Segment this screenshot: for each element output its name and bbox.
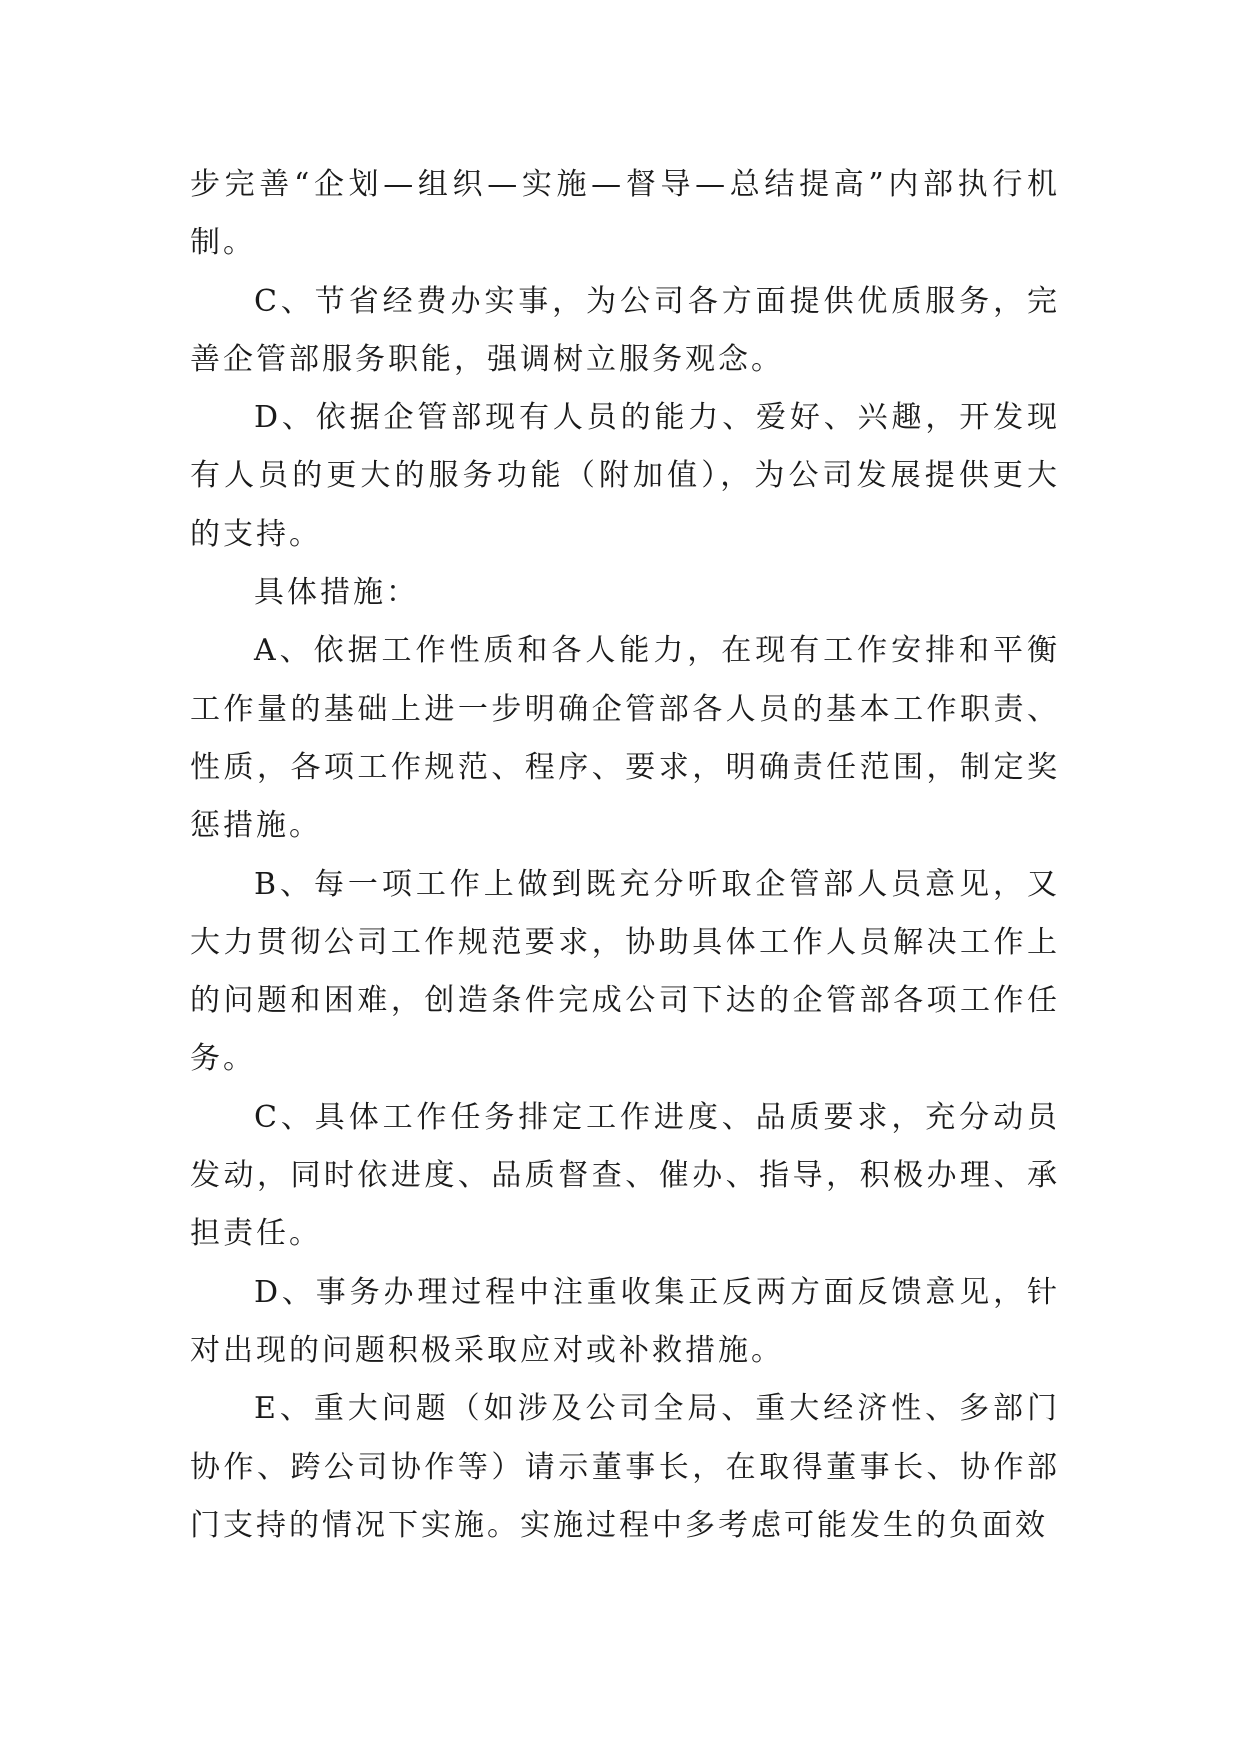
section-heading-measures: 具体措施： xyxy=(254,575,419,611)
measure-item-a: A、依据工作性质和各人能力，在现有工作安排和平衡工作量的基础上进一步明确企管部各人员的基本工作职责、性质，各项工作规范、程序、要求，明确责任范围，制定奖惩措施。 xyxy=(190,633,1060,844)
measure-item-c: C、具体工作任务排定工作进度、品质要求，充分动员发动，同时依进度、品质督查、催办、指导，积极办理、承担责任。 xyxy=(190,1099,1060,1252)
measure-item-b: B、每一项工作上做到既充分听取企管部人员意见，又大力贯彻公司工作规范要求，协助具体工作人员解决工作上的问题和困难，创造条件完成公司下达的企管部各项工作任务。 xyxy=(190,866,1060,1077)
paragraph-item-d: D、依据企管部现有人员的能力、爱好、兴趣，开发现有人员的更大的服务功能（附加值），为公司发展提供更大的支持。 xyxy=(190,400,1060,552)
measure-item-d: D、事务办理过程中注重收集正反两方面反馈意见，针对出现的问题积极采取应对或补救措施。 xyxy=(190,1274,1060,1368)
document-body xyxy=(190,156,1060,1555)
measure-item-e: E、重大问题（如涉及公司全局、重大经济性、多部门协作、跨公司协作等）请示董事长，在取得董事长、协作部门支持的情况下实施。实施过程中多考虑可能发生的负面效 xyxy=(190,1391,1060,1543)
paragraph-continuation: 步完善“企划—组织—实施—督导—总结提高”内部执行机制。 xyxy=(190,167,1060,261)
paragraph-item-c: C、节省经费办实事，为公司各方面提供优质服务，完善企管部服务职能，强调树立服务观念。 xyxy=(190,283,1060,377)
